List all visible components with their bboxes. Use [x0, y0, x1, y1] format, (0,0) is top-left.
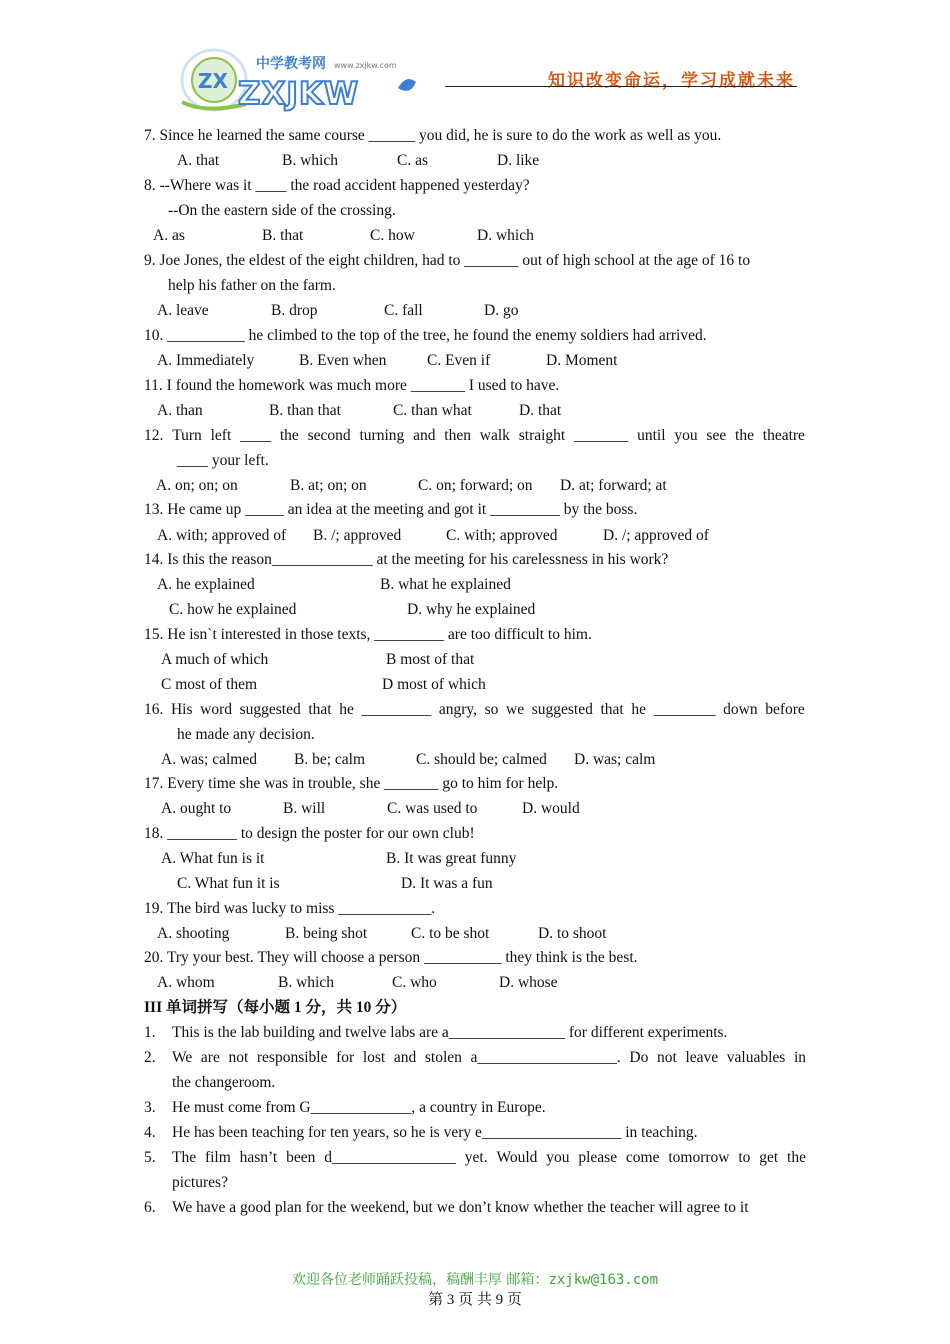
- q8-option-a: A. as: [153, 227, 185, 244]
- q12-option-c: C. on; forward; on: [418, 477, 533, 494]
- q16-stem: [144, 700, 805, 720]
- q19-option-d: D. to shoot: [538, 925, 607, 942]
- q19-option-a: A. shooting: [157, 925, 230, 942]
- blank: d________________: [324, 1149, 456, 1166]
- word: stolen: [424, 1049, 462, 1066]
- spelling-item: This is the lab building and twelve labs are a_______________ for different experiments.: [172, 1024, 728, 1041]
- q13-stem: 13. He came up _____ an idea at the meeting and got it _________ by the boss.: [144, 501, 638, 518]
- blank: _______: [574, 427, 629, 444]
- page-number: 第 3 页 共 9 页: [428, 1292, 522, 1308]
- q9-option-d: D. go: [484, 302, 519, 319]
- word: to: [738, 1149, 751, 1166]
- q16-option-c: C. should be; calmed: [416, 751, 547, 768]
- q15-option-b: B most of that: [386, 651, 475, 668]
- spelling-number: 5.: [144, 1149, 156, 1166]
- q20-stem: 20. Try your best. They will choose a person __________ they think is the best.: [144, 949, 638, 966]
- header-rule: [445, 86, 797, 87]
- word: and: [413, 427, 436, 444]
- q9-option-a: A. leave: [157, 302, 209, 319]
- q14-option-c: C. how he explained: [169, 601, 297, 618]
- q11-stem: 11. I found the homework was much more _______ I used to have.: [144, 377, 560, 394]
- q12-option-a: A. on; on; on: [156, 477, 238, 494]
- q17-option-a: A. ought to: [161, 800, 232, 817]
- q8-reply: --On the eastern side of the crossing.: [168, 202, 396, 219]
- q13-option-b: B. /; approved: [313, 527, 402, 544]
- word: he: [631, 701, 646, 718]
- word: we: [506, 701, 525, 718]
- q17-option-b: B. will: [283, 800, 326, 817]
- q15-option-a: A much of which: [161, 651, 269, 668]
- spelling-item: He has been teaching for ten years, so he is very e__________________ in teaching.: [172, 1124, 698, 1141]
- q18-option-b: B. It was great funny: [386, 850, 517, 867]
- word: His: [170, 701, 193, 718]
- word: get: [759, 1149, 779, 1166]
- word: and: [393, 1049, 417, 1066]
- word: come: [625, 1149, 660, 1166]
- word: that: [308, 701, 332, 718]
- word: tomorrow: [668, 1149, 730, 1166]
- word: so: [484, 701, 499, 718]
- word: suggested: [531, 701, 593, 718]
- word: the: [787, 1149, 806, 1166]
- spelling-item: [172, 1048, 806, 1068]
- spelling-item-cont: pictures?: [172, 1174, 228, 1191]
- q14-option-d: D. why he explained: [407, 601, 536, 618]
- logo-url: www.zxjkw.com: [334, 61, 397, 70]
- word: word: [200, 701, 232, 718]
- word: the: [279, 427, 299, 444]
- q7-option-d: D. like: [497, 152, 540, 169]
- q12-stem-cont: ____ your left.: [177, 452, 269, 469]
- q10-option-d: D. Moment: [546, 352, 618, 369]
- word: lost: [362, 1049, 386, 1066]
- q8-stem: 8. --Where was it ____ the road accident happened yesterday?: [144, 177, 530, 194]
- word: We: [172, 1049, 193, 1066]
- spelling-item-cont: the changeroom.: [172, 1074, 276, 1091]
- q8-option-c: C. how: [370, 227, 415, 244]
- word: he: [339, 701, 354, 718]
- q11-option-b: B. than that: [269, 402, 341, 419]
- word: angry,: [438, 701, 477, 718]
- q16-option-a: A. was; calmed: [161, 751, 257, 768]
- word: hasn’t: [239, 1149, 278, 1166]
- q12-stem: [144, 426, 805, 446]
- q7-option-c: C. as: [397, 152, 428, 169]
- word: yet.: [464, 1149, 488, 1166]
- word: please: [578, 1149, 618, 1166]
- q15-stem: 15. He isn`t interested in those texts, _________ are too difficult to him.: [144, 626, 592, 643]
- word: for: [336, 1049, 355, 1066]
- word: leave: [685, 1049, 719, 1066]
- word: not: [657, 1049, 677, 1066]
- blank: a__________________.: [470, 1049, 621, 1066]
- word: walk: [479, 427, 510, 444]
- q19-option-b: B. being shot: [285, 925, 368, 942]
- q15-option-d: D most of which: [382, 676, 486, 693]
- spelling-number: 2.: [144, 1049, 156, 1066]
- word: down: [723, 701, 758, 718]
- q11-option-d: D. that: [519, 402, 562, 419]
- q12-option-b: B. at; on; on: [290, 477, 367, 494]
- word: in: [793, 1049, 806, 1066]
- word: 12.: [144, 427, 164, 444]
- footer-email[interactable]: zxjkw@163.com: [548, 1272, 659, 1288]
- word: until: [637, 427, 666, 444]
- logo-mark: ZX: [198, 69, 228, 93]
- q13-option-d: D. /; approved of: [603, 527, 709, 544]
- q13-option-c: C. with; approved: [446, 527, 558, 544]
- blank: ____: [240, 427, 272, 444]
- q8-option-d: D. which: [477, 227, 534, 244]
- logo-word: ZXJKW: [238, 76, 360, 112]
- zxjkw-logo: [176, 44, 426, 116]
- section-heading: III 单词拼写（每小题 1 分，共 10 分）: [144, 999, 407, 1016]
- header-motto: 知识改变命运，学习成就未来: [548, 71, 795, 91]
- q20-option-c: C. who: [392, 974, 437, 991]
- spelling-number: 3.: [144, 1099, 156, 1116]
- q17-stem: 17. Every time she was in trouble, she _______ go to him for help.: [144, 775, 559, 792]
- word: that: [600, 701, 624, 718]
- spelling-number: 6.: [144, 1199, 156, 1216]
- q9-stem: 9. Joe Jones, the eldest of the eight children, had to _______ out of high school at the age of 16 to: [144, 252, 751, 269]
- q14-option-b: B. what he explained: [380, 576, 511, 593]
- word: turning: [359, 427, 405, 444]
- q14-stem: 14. Is this the reason_____________ at the meeting for his carelessness in his work?: [144, 551, 669, 568]
- spelling-item: We have a good plan for the weekend, but we don’t know whether the teacher will agree to it: [172, 1199, 749, 1216]
- word: before: [765, 701, 805, 718]
- word: Turn: [172, 427, 202, 444]
- spelling-number: 4.: [144, 1124, 156, 1141]
- word: valuables: [726, 1049, 786, 1066]
- word: theatre: [762, 427, 805, 444]
- spelling-number: 1.: [144, 1024, 156, 1041]
- q18-option-d: D. It was a fun: [401, 875, 493, 892]
- q10-stem: 10. __________ he climbed to the top of the tree, he found the enemy soldiers had arrived.: [144, 327, 707, 344]
- q16-option-b: B. be; calm: [294, 751, 366, 768]
- q8-option-b: B. that: [262, 227, 304, 244]
- q18-option-c: C. What fun it is: [177, 875, 280, 892]
- footer-note: [0, 1269, 950, 1289]
- word: been: [286, 1149, 316, 1166]
- q17-option-c: C. was used to: [387, 800, 478, 817]
- word: straight: [518, 427, 566, 444]
- word: are: [200, 1049, 220, 1066]
- logo-graphic: [176, 44, 426, 116]
- q16-option-d: D. was; calm: [574, 751, 656, 768]
- word: Do: [629, 1049, 649, 1066]
- q7-option-b: B. which: [282, 152, 338, 169]
- q20-option-a: A. whom: [157, 974, 215, 991]
- word: you: [546, 1149, 570, 1166]
- word: Would: [496, 1149, 538, 1166]
- word: you: [674, 427, 698, 444]
- q18-stem: 18. _________ to design the poster for our own club!: [144, 825, 475, 842]
- word: 16.: [144, 701, 164, 718]
- word: not: [228, 1049, 249, 1066]
- spelling-item: He must come from G_____________, a country in Europe.: [172, 1099, 546, 1116]
- q19-stem: 19. The bird was lucky to miss ____________.: [144, 900, 436, 917]
- q7-stem: 7. Since he learned the same course ______ you did, he is sure to do the work as well as you.: [144, 127, 722, 144]
- blank: ________: [653, 701, 716, 718]
- q10-option-c: C. Even if: [427, 352, 491, 369]
- logo-cn-text: 中学教考网: [256, 56, 326, 72]
- word: suggested: [239, 701, 301, 718]
- q17-option-d: D. would: [522, 800, 580, 817]
- word: the: [735, 427, 754, 444]
- q14-option-a: A. he explained: [157, 576, 255, 593]
- q18-option-a: A. What fun is it: [161, 850, 265, 867]
- word: The: [172, 1149, 197, 1166]
- word: left: [210, 427, 232, 444]
- q19-option-c: C. to be shot: [411, 925, 490, 942]
- q11-option-c: C. than what: [393, 402, 472, 419]
- q12-option-d: D. at; forward; at: [560, 477, 667, 494]
- q9-option-c: C. fall: [384, 302, 423, 319]
- q20-option-d: D. whose: [499, 974, 558, 991]
- blank: _________: [361, 701, 432, 718]
- q7-option-a: A. that: [177, 152, 220, 169]
- word: see: [706, 427, 727, 444]
- word: responsible: [256, 1049, 328, 1066]
- word: then: [444, 427, 471, 444]
- q10-option-b: B. Even when: [299, 352, 387, 369]
- footer-note-text: 欢迎各位老师踊跃投稿，稿酬丰厚 邮箱：: [291, 1272, 549, 1288]
- q15-option-c: C most of them: [161, 676, 258, 693]
- q16-stem-cont: he made any decision.: [177, 726, 315, 743]
- q11-option-a: A. than: [157, 402, 203, 419]
- word: film: [204, 1149, 231, 1166]
- word: second: [307, 427, 351, 444]
- q13-option-a: A. with; approved of: [157, 527, 287, 544]
- q9-stem-cont: help his father on the farm.: [168, 277, 336, 294]
- q20-option-b: B. which: [278, 974, 334, 991]
- q9-option-b: B. drop: [271, 302, 318, 319]
- spelling-item: [172, 1148, 806, 1168]
- q10-option-a: A. Immediately: [157, 352, 255, 369]
